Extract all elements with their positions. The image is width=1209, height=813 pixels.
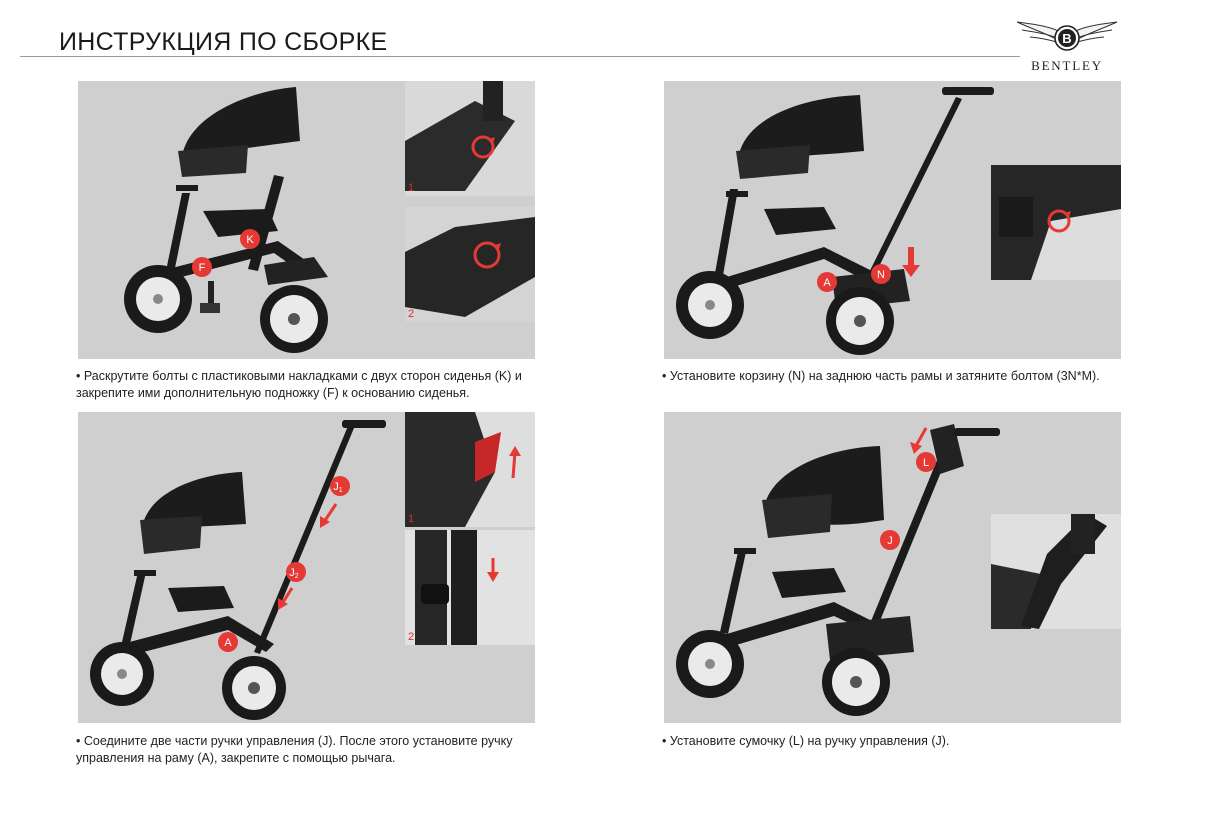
title-divider (20, 56, 1020, 57)
svg-text:A: A (224, 637, 232, 649)
brand-name: BENTLEY (1031, 58, 1103, 73)
marker-j2 (286, 562, 306, 582)
marker-k (240, 229, 260, 249)
step2-caption (662, 368, 1122, 385)
svg-text:N: N (877, 269, 885, 281)
svg-text:K: K (246, 234, 254, 246)
brand-emblem-letter: B (1062, 31, 1072, 46)
step3-caption (76, 733, 536, 767)
step1-detail-1 (405, 81, 535, 196)
marker-j1 (330, 476, 350, 496)
step3-detail-1 (405, 412, 535, 527)
detail-number: 1 (408, 182, 415, 194)
marker-a (218, 632, 238, 652)
step1-caption-line2: закрепите ими дополнительную подножку (F) к основанию сиденья. (76, 386, 470, 400)
step4-caption-line1: • Установите сумочку (L) на ручку управления (J). (662, 734, 950, 748)
marker-a (817, 272, 837, 292)
step3-detail-2 (405, 530, 535, 645)
svg-text:J2: J2 (289, 567, 299, 580)
step3-caption-line1: • Соедините две части ручки управления (J). После этого установите ручку (76, 734, 513, 748)
page-title: ИНСТРУКЦИЯ ПО СБОРКЕ (59, 28, 388, 56)
svg-text:A: A (823, 277, 831, 289)
svg-text:L: L (922, 457, 930, 469)
step4-caption (662, 733, 1122, 750)
marker-j (880, 530, 900, 550)
svg-text:J1: J1 (333, 481, 343, 494)
step1-caption (76, 368, 536, 402)
marker-f (192, 257, 212, 277)
step3-caption-line2: управления на раму (A), закрепите с помощью рычага. (76, 751, 396, 765)
step2-caption-line1: • Установите корзину (N) на заднюю часть рамы и затяните болтом (3N*M). (662, 369, 1100, 383)
detail-number: 2 (408, 631, 415, 643)
svg-text:J: J (887, 535, 893, 547)
step4-detail (991, 514, 1121, 629)
arrow-down-icon (902, 247, 920, 277)
detail-number: 1 (408, 513, 415, 525)
marker-l (916, 452, 936, 472)
step1-caption-line1: • Раскрутите болты с пластиковыми накладками с двух сторон сиденья (K) и (76, 369, 522, 383)
detail-number: 2 (408, 308, 415, 320)
step1-detail-2 (405, 207, 535, 322)
svg-text:F: F (198, 262, 206, 274)
marker-n (871, 264, 891, 284)
step2-detail (991, 165, 1121, 280)
